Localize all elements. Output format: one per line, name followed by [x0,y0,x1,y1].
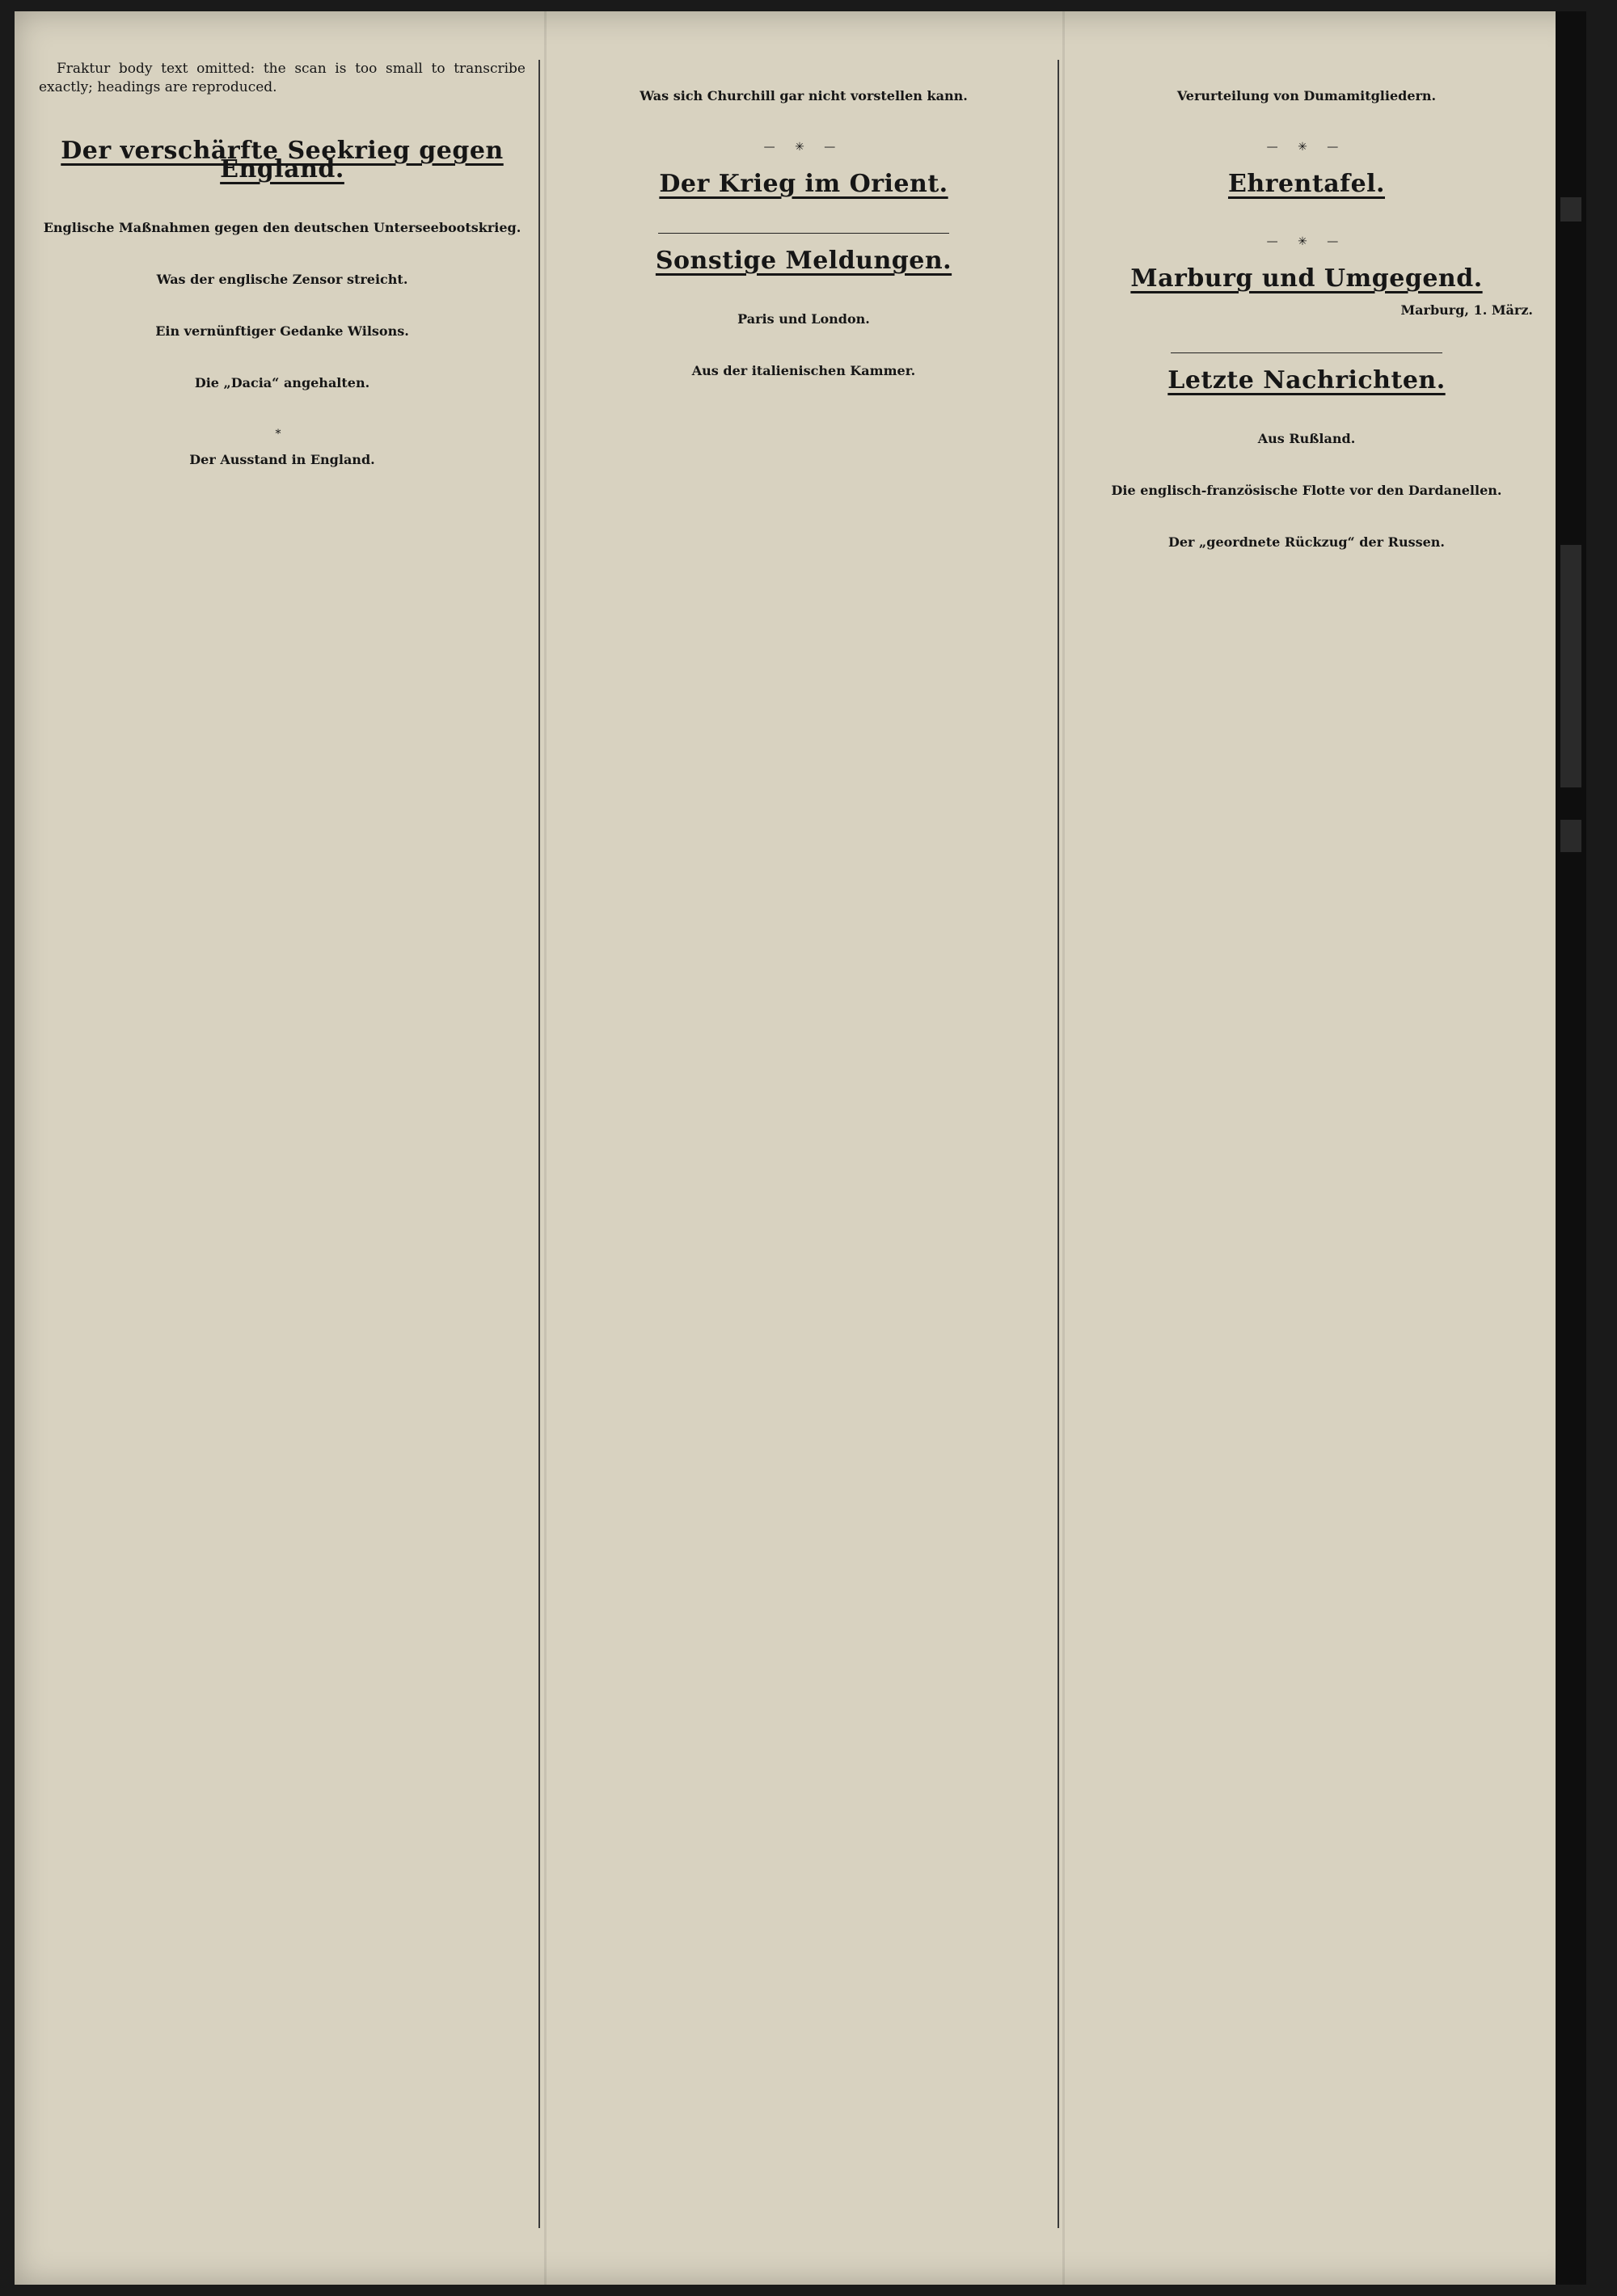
article-text [1080,558,1533,576]
subheading: Verurteilung von Dumamitgliedern. [1176,88,1437,103]
article-text [39,399,526,417]
article-text [39,475,526,494]
divider [658,233,949,234]
column-3 [1069,60,1544,2228]
binding-edge [1556,11,1586,2285]
article-text [561,283,1046,302]
newspaper-page [15,11,1586,2285]
page-crease [544,11,547,2285]
article-text [561,335,1046,353]
subheading: Der „geordnete Rückzug“ der Russen. [1168,534,1445,550]
subheading: Ein vernünftiger Gedanke Wilsons. [155,323,409,339]
article-text [39,347,526,365]
article-text [1080,454,1533,473]
section-separator: * [275,428,289,441]
article-text [39,243,526,262]
subheading: Was sich Churchill gar nicht vorstellen kann. [640,88,968,103]
article-text [1080,506,1533,525]
subheading: Was der englische Zensor streicht. [156,272,408,287]
subheading: Die „Dacia“ angehalten. [194,375,370,390]
section-separator: — ✳ — [1266,235,1347,248]
edge-mark [1560,545,1581,787]
headline: Der verschärfte Seekrieg gegen England. [61,137,504,184]
article-text [39,295,526,314]
divider [1171,352,1442,353]
article-text [561,112,1046,130]
article-text [39,105,526,124]
page-crease [1062,11,1065,2285]
headline: Der Krieg im Orient. [659,170,948,198]
subheading: Englische Maßnahmen gegen den deutschen Unterseebootskrieg. [43,220,521,235]
edge-mark [1560,820,1581,852]
article-text [1080,326,1533,344]
article-text [1080,403,1533,421]
article-text [1080,112,1533,130]
article-text [561,206,1046,225]
headline: Letzte Nachrichten. [1167,366,1446,395]
subheading: Aus Rußland. [1257,431,1356,446]
article-text [39,192,526,210]
subheading: Paris und London. [737,311,870,327]
column-rule [538,60,540,2228]
column-1 [27,60,537,2228]
dateline: Marburg, 1. März. [1400,302,1533,318]
subheading: Die englisch-französische Flotte vor den Dardanellen. [1111,483,1502,498]
edge-mark [1560,197,1581,222]
headline: Sonstige Meldungen. [655,247,952,275]
headline: Marburg und Umgegend. [1130,264,1483,293]
column-rule [1058,60,1059,2228]
omission-notice: Fraktur body text omitted: the scan is too small to transcribe exactly; headings are reproduced. [39,61,526,95]
article-text [561,60,1046,78]
section-separator: — ✳ — [763,141,844,154]
headline: Ehrentafel. [1227,170,1385,198]
section-separator: — ✳ — [1266,141,1347,154]
column-2 [550,60,1058,2228]
article-text [1080,60,1533,78]
subheading: Aus der italienischen Kammer. [691,363,916,378]
article-text [561,386,1046,405]
subheading: Der Ausstand in England. [189,452,375,467]
article-text [1080,206,1533,225]
